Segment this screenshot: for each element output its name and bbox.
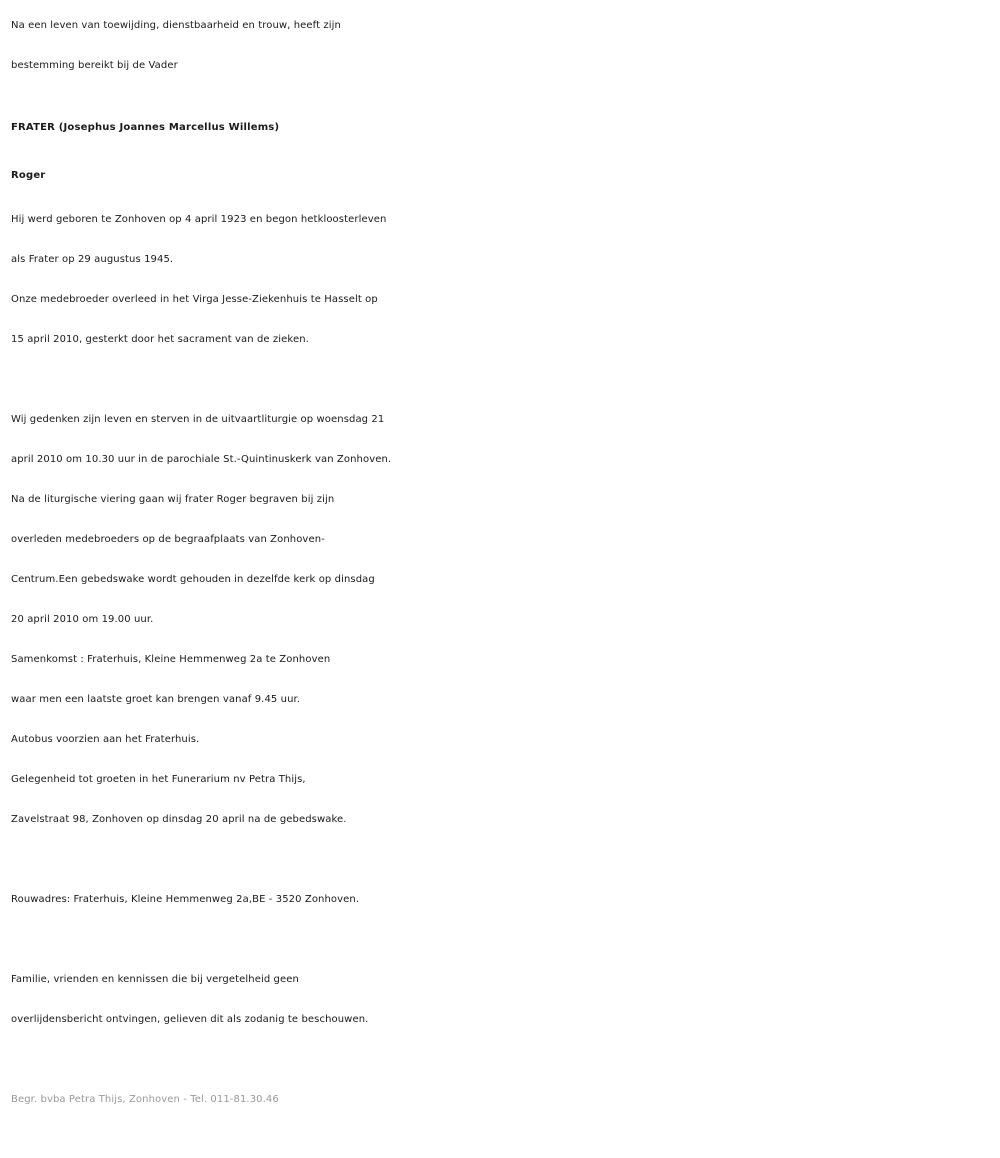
funeral-line: Wij gedenken zijn leven en sterven in de uitvaartliturgie op woensdag 21 bbox=[11, 414, 385, 425]
name-line: FRATER (Josephus Joannes Marcellus Willems) bbox=[11, 122, 280, 133]
obituary-notice bbox=[11, 0, 996, 1120]
intro-text bbox=[11, 6, 996, 86]
paragraph-gap bbox=[11, 920, 996, 960]
notice-text bbox=[11, 960, 996, 1040]
mourning-address bbox=[11, 880, 996, 920]
intro-line: Na een leven van toewijding, dienstbaarheid en trouw, heeft zijn bbox=[11, 20, 341, 31]
name-line: Roger bbox=[11, 170, 46, 181]
notice-line: overlijdensbericht ontvingen, gelieven dit als zodanig te beschouwen. bbox=[11, 1014, 369, 1025]
bio-line: Hij werd geboren te Zonhoven op 4 april 1923 en begon hetkloosterleven bbox=[11, 214, 387, 225]
funeral-line: Autobus voorzien aan het Fraterhuis. bbox=[11, 734, 200, 745]
paragraph-gap bbox=[11, 360, 996, 400]
footer-line: Begr. bvba Petra Thijs, Zonhoven - Tel. 011-81.30.46 bbox=[11, 1094, 279, 1105]
funeral-line: Centrum.Een gebedswake wordt gehouden in dezelfde kerk op dinsdag bbox=[11, 574, 375, 585]
funeral-line: Na de liturgische viering gaan wij frater Roger begraven bij zijn bbox=[11, 494, 335, 505]
undertaker-footer bbox=[11, 1080, 996, 1120]
deceased-name bbox=[11, 104, 996, 200]
funeral-line: Samenkomst : Fraterhuis, Kleine Hemmenweg 2a te Zonhoven bbox=[11, 654, 331, 665]
funeral-line: overleden medebroeders op de begraafplaats van Zonhoven- bbox=[11, 534, 325, 545]
bio-line: Onze medebroeder overleed in het Virga Jesse-Ziekenhuis te Hasselt op bbox=[11, 294, 378, 305]
bio-line: als Frater op 29 augustus 1945. bbox=[11, 254, 174, 265]
intro-line: bestemming bereikt bij de Vader bbox=[11, 60, 178, 71]
funeral-details bbox=[11, 400, 996, 840]
paragraph-gap bbox=[11, 840, 996, 880]
funeral-line: Gelegenheid tot groeten in het Funerarium nv Petra Thijs, bbox=[11, 774, 306, 785]
funeral-line: april 2010 om 10.30 uur in de parochiale St.-Quintinuskerk van Zonhoven. bbox=[11, 454, 392, 465]
funeral-line: Zavelstraat 98, Zonhoven op dinsdag 20 april na de gebedswake. bbox=[11, 814, 347, 825]
address-line: Rouwadres: Fraterhuis, Kleine Hemmenweg 2a,BE - 3520 Zonhoven. bbox=[11, 894, 360, 905]
funeral-line: waar men een laatste groet kan brengen vanaf 9.45 uur. bbox=[11, 694, 301, 705]
funeral-line: 20 april 2010 om 19.00 uur. bbox=[11, 614, 154, 625]
bio-line: 15 april 2010, gesterkt door het sacrament van de zieken. bbox=[11, 334, 309, 345]
notice-line: Familie, vrienden en kennissen die bij vergetelheid geen bbox=[11, 974, 299, 985]
biography bbox=[11, 200, 996, 360]
